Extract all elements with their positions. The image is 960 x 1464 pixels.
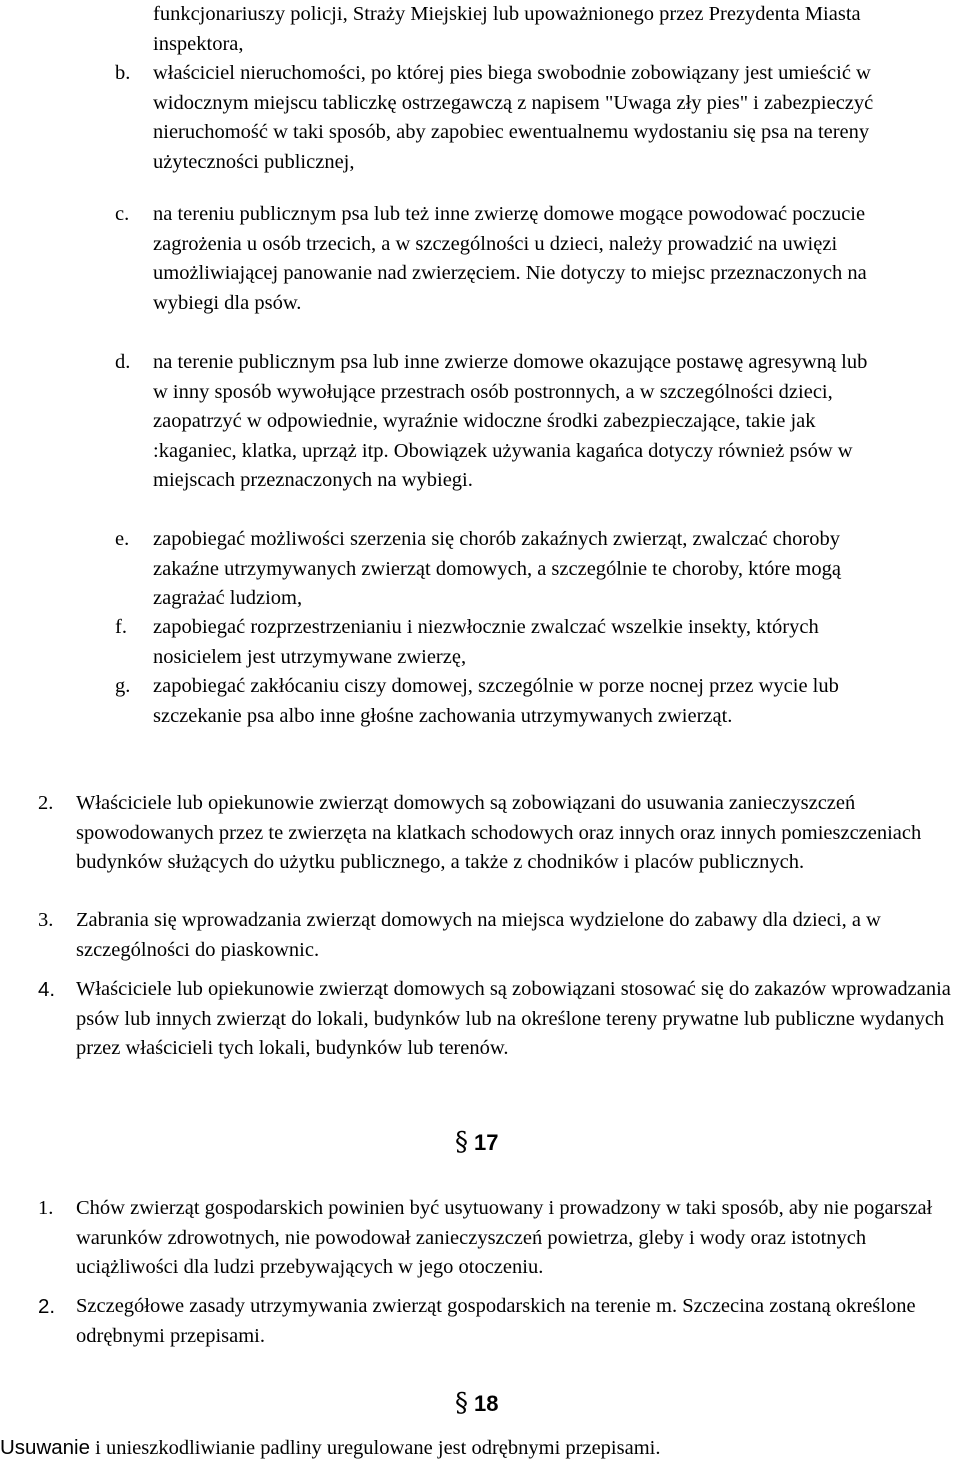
paragraph-symbol: §	[455, 1127, 468, 1157]
section-heading-17	[455, 1127, 498, 1158]
list-marker: g.	[115, 675, 131, 697]
list-item-text: Właściciele lub opiekunowie zwierząt domowych są zobowiązani do usuwania zanieczyszczeń spowodowanych przez te zwierzęta na klatkach schodowych oraz innych oraz innych pomieszczeniach budynków służących do użytku publicznego, a także z chodników i placów publicznych.	[76, 792, 922, 873]
list-marker: f.	[115, 616, 127, 638]
section17-item-2	[38, 1292, 960, 1351]
list-marker: 2.	[38, 792, 54, 814]
list-marker: 4.	[38, 978, 56, 1001]
list-item-d	[115, 348, 875, 496]
list-item-text: właściciel nieruchomości, po której pies biega swobodnie zobowiązany jest umieścić w widocznym miejscu tabliczkę ostrzegawczą z napisem "Uwaga zły pies" i zabezpieczyć nieruchomość w taki sposób, aby zapobiec ewentualnemu wydostaniu się psa na tereny użyteczności publicznej,	[153, 62, 874, 173]
list-item-text: na tereniu publicznym psa lub też inne zwierzę domowe mogące powodować poczucie zagrożenia u osób trzecich, a w szczególności u dzieci, należy prowadzić na uwięzi umożliwiającej panowanie nad zwierzęciem. Nie dotyczy to miejsc przeznaczonych na wybiegi dla psów.	[153, 203, 867, 314]
list-item-text: Właściciele lub opiekunowie zwierząt domowych są zobowiązani stosować się do zakazów wprowadzania psów lub innych zwierząt do lokali, budynków lub na określone tereny prywatne lub publiczne wydanych przez właścicieli tych lokali, budynków lub terenów.	[76, 978, 951, 1059]
list-item-text: Zabrania się wprowadzania zwierząt domowych na miejsca wydzielone do zabawy dla dzieci, a w szczególności do piaskownic.	[76, 909, 881, 961]
numbered-item-2	[38, 789, 960, 878]
list-marker: c.	[115, 203, 130, 225]
list-marker: b.	[115, 62, 131, 84]
section-number: 18	[474, 1391, 499, 1416]
list-item-b	[115, 59, 875, 177]
list-item-text: Chów zwierząt gospodarskich powinien być usytuowany i prowadzony w taki sposób, aby nie pogarszał warunków zdrowotnych, nie powodował zanieczyszczeń powietrza, gleby i wody oraz istotnych uciążliwości dla ludzi przebywających w jego otoczeniu.	[76, 1197, 933, 1278]
section-number: 17	[474, 1130, 499, 1155]
section17-item-1	[38, 1194, 960, 1283]
list-item-text: Szczegółowe zasady utrzymywania zwierząt gospodarskich na terenie m. Szczecina zostaną określone odrębnymi przepisami.	[76, 1295, 916, 1347]
list-marker: 3.	[38, 909, 54, 931]
list-item-c	[115, 200, 875, 318]
list-item-text: zapobiegać zakłócaniu ciszy domowej, szczególnie w porze nocnej przez wycie lub szczekanie psa albo inne głośne zachowania utrzymywanych zwierząt.	[153, 675, 839, 727]
list-item-continuation	[115, 0, 875, 59]
section18-first-word: Usuwanie	[0, 1436, 91, 1459]
list-marker: 2.	[38, 1295, 56, 1318]
section18-text-rest: i unieszkodliwianie padliny uregulowane jest odrębnymi przepisami.	[90, 1437, 661, 1459]
list-marker: d.	[115, 351, 131, 373]
section-heading-18	[455, 1388, 498, 1419]
numbered-item-3	[38, 906, 960, 965]
list-marker: e.	[115, 528, 130, 550]
list-item-text: zapobiegać możliwości szerzenia się chorób zakaźnych zwierząt, zwalczać choroby zakaźne utrzymywanych zwierząt domowych, a szczególnie te choroby, które mogą zagrażać ludziom,	[153, 528, 841, 609]
paragraph-symbol: §	[455, 1388, 468, 1418]
list-item-text: na terenie publicznym psa lub inne zwierze domowe okazujące postawę agresywną lub w inny sposób wywołujące przestrach osób postronnych, a w szczególności dzieci, zaopatrzyć w odpowiednie, wyraźnie widoczne środki zabezpieczające, takie jak :kaganiec, klatka, uprząż itp. Obowiązek używania kagańca dotyczy również psów w miejscach przeznaczonych na wybiegi.	[153, 351, 868, 491]
numbered-item-4	[38, 975, 960, 1064]
list-item-text: funkcjonariuszy policji, Straży Miejskiej lub upoważnionego przez Prezydenta Miasta inspektora,	[153, 3, 861, 55]
list-item-g	[115, 672, 875, 731]
list-marker: 1.	[38, 1197, 54, 1219]
section18-text	[0, 1433, 960, 1464]
list-item-f	[115, 613, 875, 672]
list-item-e	[115, 525, 875, 614]
list-item-text: zapobiegać rozprzestrzenianiu i niezwłocznie zwalczać wszelkie insekty, których nosicielem jest utrzymywane zwierzę,	[153, 616, 819, 668]
